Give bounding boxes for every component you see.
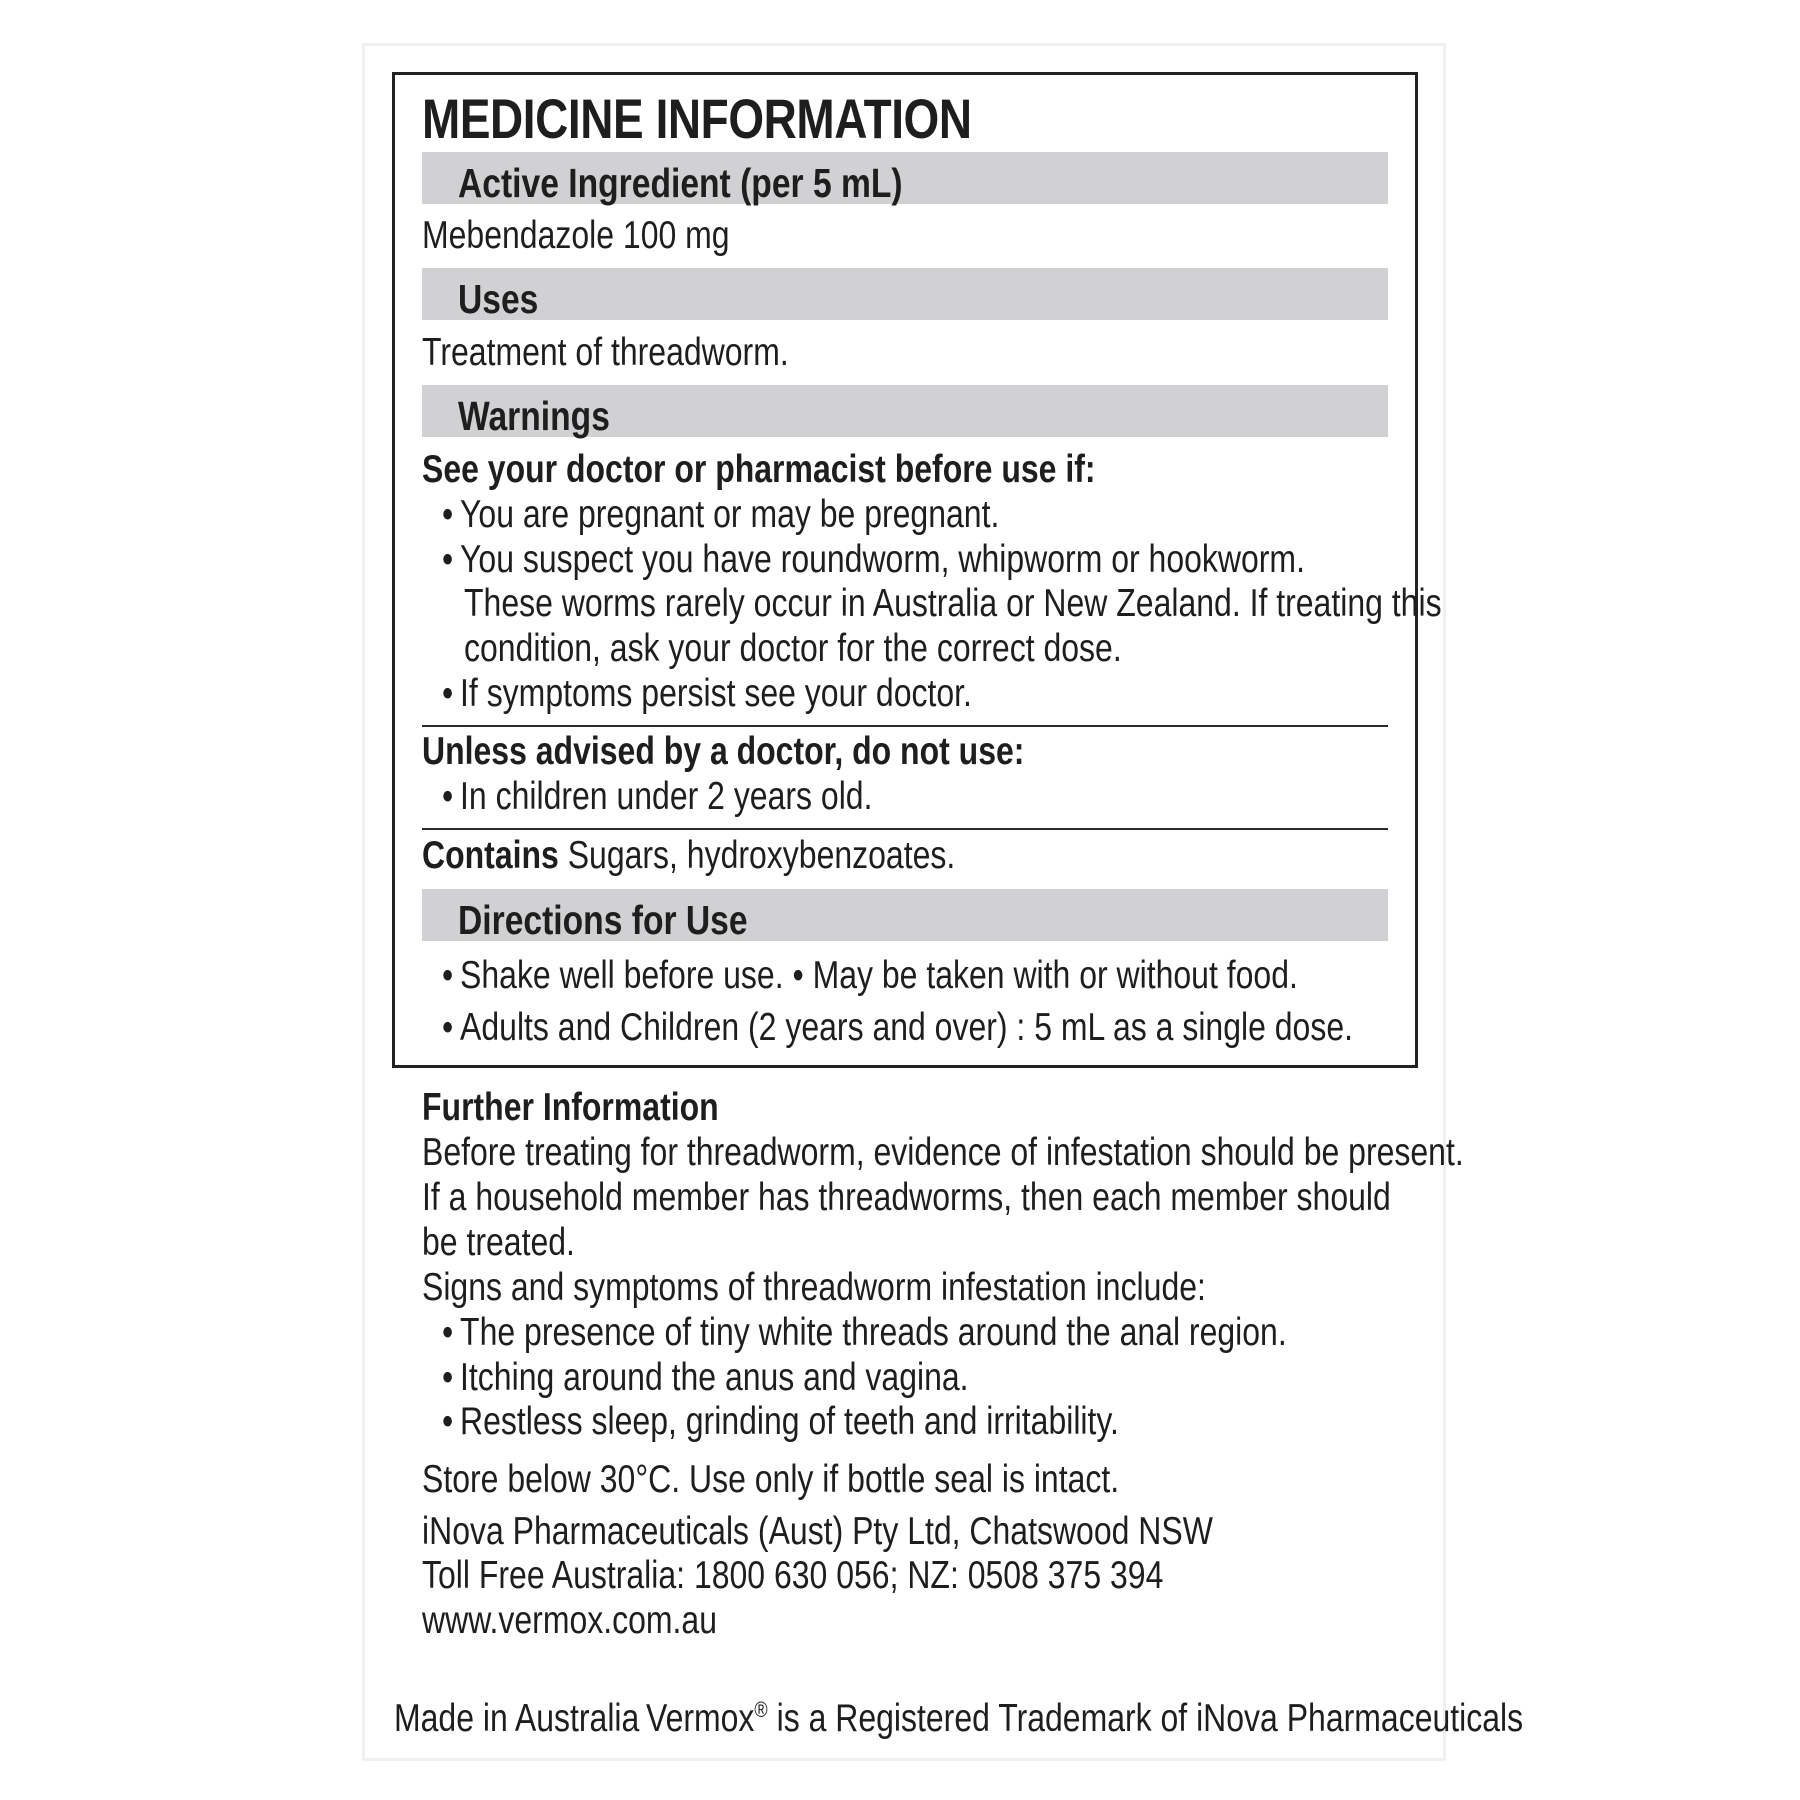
divider — [422, 725, 1388, 727]
warning-bullet-pregnant: • You are pregnant or may be pregnant. — [442, 493, 1000, 536]
see-doctor-heading: See your doctor or pharmacist before use if: — [422, 448, 1096, 491]
further-line-1: Before treating for threadworm, evidence of infestation should be present. — [422, 1131, 1464, 1174]
active-ingredient-header: Active Ingredient (per 5 mL) — [422, 152, 1388, 204]
further-line-4: Signs and symptoms of threadworm infestation include: — [422, 1266, 1206, 1309]
made-in-text: Made in Australia — [394, 1697, 640, 1740]
storage-text: Store below 30°C. Use only if bottle seal is intact. — [422, 1458, 1120, 1501]
uses-text: Treatment of threadworm. — [422, 331, 789, 374]
directions-header: Directions for Use — [422, 889, 1388, 941]
website-link[interactable]: www.vermox.com.au — [422, 1599, 718, 1642]
warning-roundworm-detail-1: These worms rarely occur in Australia or New Zealand. If treating this — [464, 582, 1442, 625]
unless-advised-heading: Unless advised by a doctor, do not use: — [422, 730, 1025, 773]
page-title: MEDICINE INFORMATION — [422, 87, 972, 150]
warning-bullet-roundworm: • You suspect you have roundworm, whipworm or hookworm. — [442, 538, 1305, 581]
warning-bullet-symptoms: • If symptoms persist see your doctor. — [442, 672, 972, 715]
further-bullet-threads: • The presence of tiny white threads around the anal region. — [442, 1311, 1287, 1354]
further-information-heading: Further Information — [422, 1086, 719, 1129]
trademark-text: Vermox® is a Registered Trademark of iNova Pharmaceuticals — [646, 1697, 1524, 1740]
further-line-2: If a household member has threadworms, then each member should — [422, 1176, 1391, 1219]
direction-shake: • Shake well before use. • May be taken with or without food. — [442, 954, 1298, 997]
direction-dose: • Adults and Children (2 years and over) : 5 mL as a single dose. — [442, 1006, 1354, 1049]
active-ingredient-text: Mebendazole 100 mg — [422, 214, 730, 257]
warnings-header: Warnings — [422, 385, 1388, 437]
uses-header: Uses — [422, 268, 1388, 320]
further-line-3: be treated. — [422, 1221, 575, 1264]
divider — [422, 828, 1388, 830]
further-bullet-sleep: • Restless sleep, grinding of teeth and irritability. — [442, 1400, 1119, 1443]
warning-bullet-children: • In children under 2 years old. — [442, 775, 873, 818]
company-text: iNova Pharmaceuticals (Aust) Pty Ltd, Chatswood NSW — [422, 1510, 1213, 1553]
further-bullet-itching: • Itching around the anus and vagina. — [442, 1356, 969, 1399]
contains-line: Contains Sugars, hydroxybenzoates. — [422, 834, 956, 877]
phone-text: Toll Free Australia: 1800 630 056; NZ: 0508 375 394 — [422, 1554, 1164, 1597]
warning-roundworm-detail-2: condition, ask your doctor for the correct dose. — [464, 627, 1122, 670]
